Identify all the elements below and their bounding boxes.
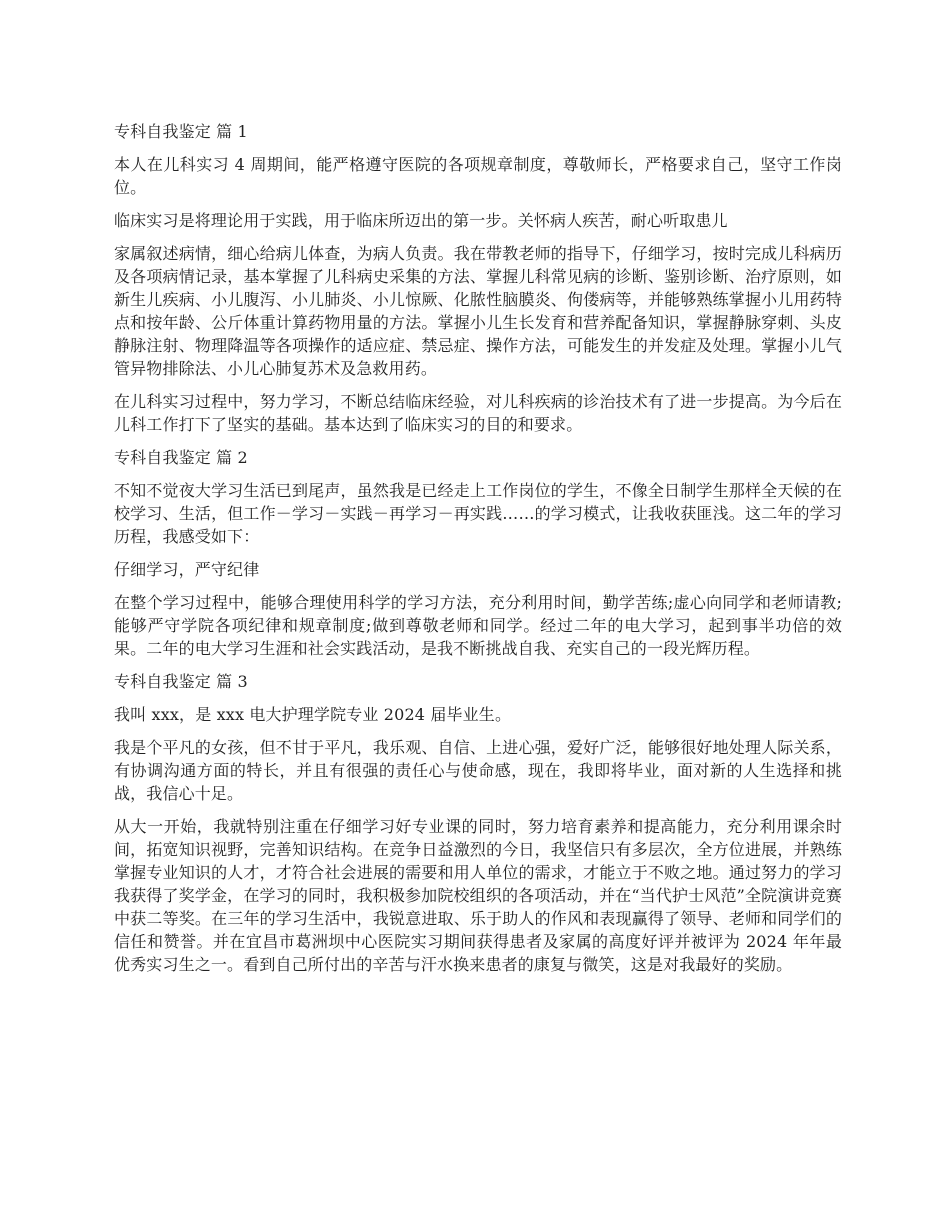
section-heading: 专科自我鉴定 篇 3 (114, 672, 248, 691)
paragraph: 临床实习是将理论用于实践，用于临床所迈出的第一步。关怀病人疾苦，耐心听取患儿 (114, 211, 728, 230)
paragraph: 从大一开始，我就特别注重在仔细学习好专业课的同时，努力培育素养和提高能力，充分利用课余时间，拓宽知识视野，完善知识结构。在竞争日益激烈的今日，我坚信只有多层次，全方位进展，并熟练掌握专业知识的人才，才符合社会进展的需要和用人单位的需求，才能立于不败之地。通过努力的学习我获得了奖学金，在学习的同时，我积极参加院校组织的各项活动，并在“当代护士风范”全院演讲竞赛中获二等奖。在三年的学习生活中，我锐意进取、乐于助人的作风和表现赢得了领导、老师和同学们的信任和赞誉。并在宜昌市葛洲坝中心医院实习期间获得患者及家属的高度好评并被评为 2024 年年最优秀实习生之一。看到自己所付出的辛苦与汗水换来患者的康复与微笑，这是对我最好的奖励。 (114, 817, 842, 974)
paragraph: 在整个学习过程中，能够合理使用科学的学习方法，充分利用时间，勤学苦练;虚心向同学和老师请教;能够严守学院各项纪律和规章制度;做到尊敬老师和同学。经过二年的电大学习，起到事半功倍的效果。二年的电大学习生涯和社会实践活动，是我不断挑战自我、充实自己的一段光辉历程。 (114, 593, 842, 658)
paragraph: 在儿科实习过程中，努力学习，不断总结临床经验，对儿科疾病的诊治技术有了进一步提高。为今后在儿科工作打下了坚实的基础。基本达到了临床实习的目的和要求。 (114, 392, 842, 434)
document-body (114, 120, 842, 986)
section-1 (114, 120, 842, 436)
paragraph: 家属叙述病情，细心给病儿体查，为病人负责。我在带教老师的指导下，仔细学习，按时完成儿科病历及各项病情记录，基本掌握了儿科病史采集的方法、掌握儿科常见病的诊断、鉴别诊断、治疗原则，如新生儿疾病、小儿腹泻、小儿肺炎、小儿惊厥、化脓性脑膜炎、佝偻病等，并能够熟练掌握小儿用药特点和按年龄、公斤体重计算药物用量的方法。掌握小儿生长发育和营养配备知识，掌握静脉穿刺、头皮静脉注射、物理降温等各项操作的适应症、禁忌症、操作方法，可能发生的并发症及处理。掌握小儿气管异物排除法、小儿心肺复苏术及急救用药。 (114, 244, 842, 378)
paragraph: 不知不觉夜大学习生活已到尾声，虽然我是已经走上工作岗位的学生，不像全日制学生那样全天候的在校学习、生活，但工作－学习－实践－再学习－再实践……的学习模式，让我收获匪浅。这二年的学习历程，我感受如下： (114, 481, 842, 546)
subheading: 仔细学习，严守纪律 (114, 560, 260, 579)
section-heading: 专科自我鉴定 篇 2 (114, 448, 248, 467)
section-3 (114, 670, 842, 976)
paragraph: 我是个平凡的女孩，但不甘于平凡，我乐观、自信、上进心强，爱好广泛，能够很好地处理人际关系，有协调沟通方面的特长，并且有很强的责任心与使命感，现在，我即将毕业，面对新的人生选择和挑战，我信心十足。 (114, 738, 842, 803)
paragraph: 本人在儿科实习 4 周期间，能严格遵守医院的各项规章制度，尊敬师长，严格要求自己，坚守工作岗位。 (114, 155, 842, 197)
section-heading: 专科自我鉴定 篇 1 (114, 122, 248, 141)
section-2 (114, 446, 842, 660)
paragraph: 我叫 xxx，是 xxx 电大护理学院专业 2024 届毕业生。 (114, 705, 512, 724)
